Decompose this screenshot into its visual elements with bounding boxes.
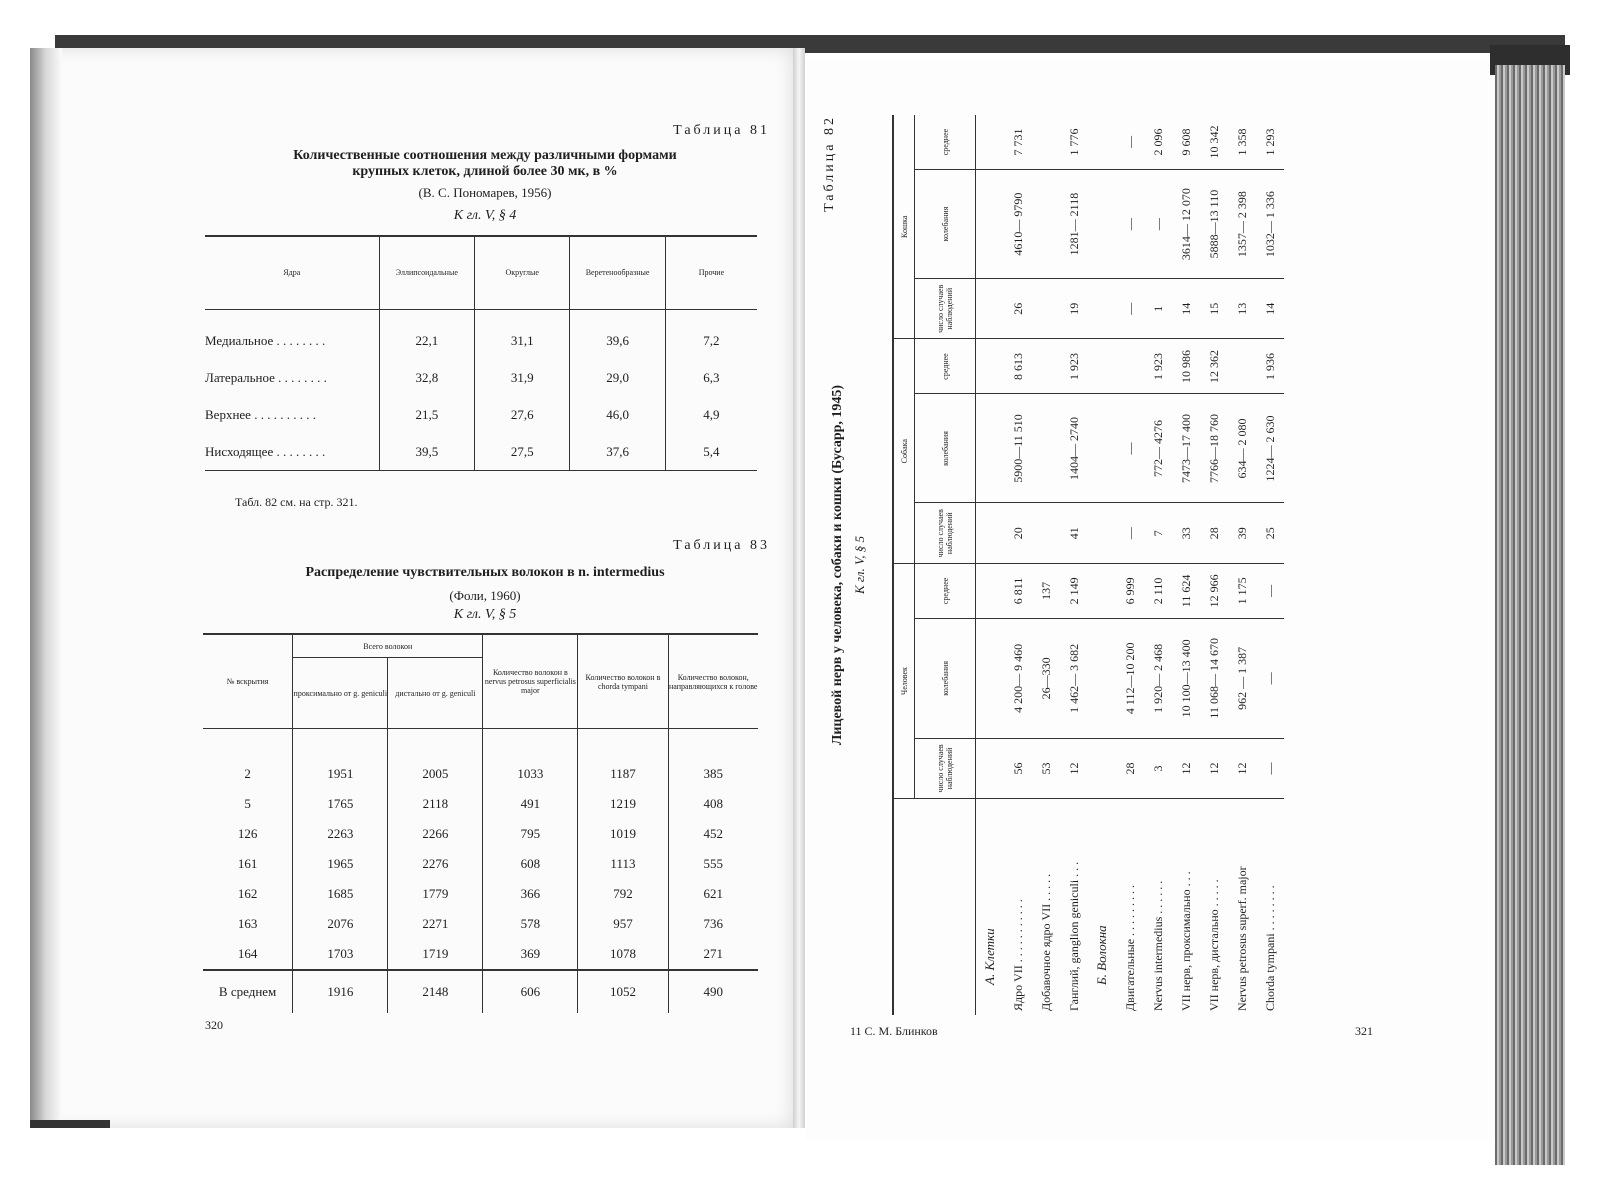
table82-group-header: Кошка xyxy=(893,115,915,339)
cell: 26—330 xyxy=(1032,618,1060,738)
row-label: Nervus intermedius . . . . . . xyxy=(1150,880,1165,1011)
table82-col-header: колебания xyxy=(915,170,976,279)
cell: 1404— 2740 xyxy=(1060,394,1088,503)
cell: 33 xyxy=(1172,503,1200,563)
cell: 491 xyxy=(483,789,578,819)
row-label: Ядро VII . . . . . . . . . . . xyxy=(1010,899,1025,1011)
cell: 2076 xyxy=(293,909,388,939)
cell: 1187 xyxy=(578,759,668,789)
cell: 2 096 xyxy=(1144,115,1172,170)
row-label: Добавочное ядро VII . . . . . xyxy=(1038,873,1053,1011)
cell: 1357— 2 398 xyxy=(1228,170,1256,279)
cell: 164 xyxy=(237,946,258,961)
left-page-shadow xyxy=(30,48,62,1128)
row-label: Медиальное . . . . . . . . xyxy=(205,332,326,348)
cell: 7 xyxy=(1144,503,1172,563)
table-row xyxy=(205,433,757,471)
cell: 27,6 xyxy=(475,396,570,433)
cell: — xyxy=(1116,279,1144,339)
cell: 12 xyxy=(1228,738,1256,798)
row-label: Верхнее . . . . . . . . . . xyxy=(205,406,316,422)
cell: 1052 xyxy=(578,970,668,1013)
section-label: Б. Волокна xyxy=(1094,925,1109,985)
cell: 1 175 xyxy=(1228,563,1256,618)
cell: 26 xyxy=(1004,279,1032,339)
cell: 39,6 xyxy=(570,310,666,360)
section-label: А. Клетки xyxy=(982,928,997,985)
cell: 1951 xyxy=(293,759,388,789)
cell: 1 293 xyxy=(1256,115,1284,170)
cell: 7473—17 400 xyxy=(1172,394,1200,503)
cell: 161 xyxy=(237,856,258,871)
table83-col-header: Количество волокон в chorda tympani xyxy=(578,634,668,729)
cell: 634— 2 080 xyxy=(1228,394,1256,503)
cell: 385 xyxy=(668,759,758,789)
row-label: VII нерв, проксимально . . . xyxy=(1178,871,1193,1011)
cover-corner xyxy=(30,1120,110,1128)
table-row xyxy=(203,909,758,939)
table82 xyxy=(892,115,1284,1015)
table-row xyxy=(203,879,758,909)
cell: 19 xyxy=(1060,279,1088,339)
cell: 4 112—10 200 xyxy=(1116,618,1144,738)
table83-col-header: проксимально от g. geniculi xyxy=(293,658,388,729)
cell: 14 xyxy=(1172,279,1200,339)
right-page-number: 321 xyxy=(1355,1024,1373,1038)
cell: 271 xyxy=(668,939,758,970)
cell: 28 xyxy=(1116,738,1144,798)
cell: 555 xyxy=(668,849,758,879)
row-label: VII нерв, дистально . . . . . xyxy=(1206,879,1221,1011)
cell: 137 xyxy=(1032,563,1060,618)
cell: 10 342 xyxy=(1200,115,1228,170)
cell: 2118 xyxy=(388,789,483,819)
table81-ref: К гл. V, § 4 xyxy=(453,208,517,223)
table83-ref: К гл. V, § 5 xyxy=(453,607,517,622)
table82-section xyxy=(976,115,1005,1015)
cell xyxy=(1032,279,1060,339)
cell xyxy=(1032,339,1060,394)
cell: 1281— 2118 xyxy=(1060,170,1088,279)
cell: 2148 xyxy=(388,970,483,1013)
table-row-average xyxy=(203,970,758,1013)
cell: 162 xyxy=(237,886,258,901)
cell: 4,9 xyxy=(665,396,757,433)
cell: 578 xyxy=(483,909,578,939)
row-label: Nervus petrosus superf. major xyxy=(1234,866,1249,1011)
cell: 3 xyxy=(1144,738,1172,798)
cell xyxy=(1116,339,1144,394)
cell: 2 110 xyxy=(1144,563,1172,618)
cell: 8 613 xyxy=(1004,339,1032,394)
cell: 2 149 xyxy=(1060,563,1088,618)
table81-col-header: Веретенообразные xyxy=(570,236,666,310)
table83-header-row1 xyxy=(203,634,758,658)
cell: — xyxy=(1116,115,1144,170)
table-row xyxy=(205,359,757,396)
cell: 31,9 xyxy=(475,359,570,396)
cell: 10 986 xyxy=(1172,339,1200,394)
cell: 7766—18 760 xyxy=(1200,394,1228,503)
cell: 53 xyxy=(1032,738,1060,798)
table82-label: Таблица 82 xyxy=(822,115,837,212)
cell: — xyxy=(1116,503,1144,563)
table-row xyxy=(1144,115,1172,1015)
cell: 6 999 xyxy=(1116,563,1144,618)
page-edges xyxy=(1495,65,1565,1165)
cell: 5 xyxy=(244,796,251,811)
cell: 1719 xyxy=(388,939,483,970)
table81-title-line1: Количественные соотношения между различными формами xyxy=(293,148,677,163)
cell: 408 xyxy=(668,789,758,819)
cell: 2 xyxy=(244,766,251,781)
table-row xyxy=(1200,115,1228,1015)
cell: 6 811 xyxy=(1004,563,1032,618)
left-page-number: 320 xyxy=(205,1018,223,1032)
cell: 606 xyxy=(483,970,578,1013)
table-row xyxy=(203,849,758,879)
cell: 1685 xyxy=(293,879,388,909)
cell: В среднем xyxy=(203,970,293,1013)
right-page-footer: 11 С. М. Блинков xyxy=(850,1024,938,1038)
cell: 9 608 xyxy=(1172,115,1200,170)
table81-col-header: Ядра xyxy=(205,236,379,310)
cell: 29,0 xyxy=(570,359,666,396)
cell: 6,3 xyxy=(665,359,757,396)
cell: 1 358 xyxy=(1228,115,1256,170)
cell: 5900—11 510 xyxy=(1004,394,1032,503)
cell: 12 xyxy=(1060,738,1088,798)
table82-rotated xyxy=(822,115,1382,1015)
table81-source: (В. С. Пономарев, 1956) xyxy=(418,185,552,200)
table-row xyxy=(1256,115,1284,1015)
cell: 369 xyxy=(483,939,578,970)
cell: 4 200— 9 460 xyxy=(1004,618,1032,738)
cell: 2266 xyxy=(388,819,483,849)
cell: 2263 xyxy=(293,819,388,849)
table82-note: Табл. 82 см. на стр. 321. xyxy=(235,495,358,509)
cell: 1965 xyxy=(293,849,388,879)
table81-col-header: Эллипсоидальные xyxy=(379,236,475,310)
cell: 1033 xyxy=(483,759,578,789)
cell: 1 462— 3 682 xyxy=(1060,618,1088,738)
table-row xyxy=(1228,115,1256,1015)
table-row xyxy=(205,310,757,360)
cell: 12 362 xyxy=(1200,339,1228,394)
table-row xyxy=(205,396,757,433)
cell: 14 xyxy=(1256,279,1284,339)
cell: 5888—13 110 xyxy=(1200,170,1228,279)
table-row xyxy=(1032,115,1060,1015)
cell: 12 xyxy=(1172,738,1200,798)
cell: 1 923 xyxy=(1060,339,1088,394)
row-label: Chorda tympani . . . . . . . . xyxy=(1262,885,1277,1011)
cell: 31,1 xyxy=(475,310,570,360)
cell xyxy=(1032,394,1060,503)
cell: 163 xyxy=(237,916,258,931)
table82-col-header: среднее xyxy=(915,115,976,170)
cell: — xyxy=(1256,738,1284,798)
cell: 28 xyxy=(1200,503,1228,563)
cell: 5,4 xyxy=(665,433,757,471)
cell: 452 xyxy=(668,819,758,849)
cell: 1765 xyxy=(293,789,388,819)
cell: 126 xyxy=(237,826,258,841)
table82-col-header: среднее xyxy=(915,339,976,394)
cell: 11 068— 14 670 xyxy=(1200,618,1228,738)
cell: 7,2 xyxy=(665,310,757,360)
table82-col-header: число случаев наблюдений xyxy=(915,279,976,339)
cell: 21,5 xyxy=(379,396,475,433)
table83-col-header: Количество волокон в nervus petrosus superficialis major xyxy=(483,634,578,729)
table81-header-row xyxy=(205,236,757,310)
cell: 27,5 xyxy=(475,433,570,471)
cell: — xyxy=(1116,170,1144,279)
table82-header-row1 xyxy=(893,115,915,1015)
table82-col-header: среднее xyxy=(915,563,976,618)
cell: 795 xyxy=(483,819,578,849)
table82-col-header: число случаев наблюдений xyxy=(915,738,976,798)
cell: 46,0 xyxy=(570,396,666,433)
table82-title: Лицевой нерв у человека, собаки и кошки (Бусарр, 1945) xyxy=(830,384,845,746)
table82-ref: К гл. V, § 5 xyxy=(852,536,867,594)
cell: 1224— 2 630 xyxy=(1256,394,1284,503)
cell: 366 xyxy=(483,879,578,909)
table82-section xyxy=(1088,115,1116,1015)
table81-title-line2: крупных клеток, длиной более 30 мк, в % xyxy=(352,164,618,179)
table-row xyxy=(203,819,758,849)
cell: 22,1 xyxy=(379,310,475,360)
cell: — xyxy=(1144,170,1172,279)
table-row xyxy=(1116,115,1144,1015)
cell: 957 xyxy=(578,909,668,939)
cell: 39 xyxy=(1228,503,1256,563)
cell: 39,5 xyxy=(379,433,475,471)
cell: 2276 xyxy=(388,849,483,879)
table81-title xyxy=(200,148,770,180)
cell: 12 xyxy=(1200,738,1228,798)
table-row xyxy=(203,759,758,789)
cell: 1019 xyxy=(578,819,668,849)
cell: 20 xyxy=(1004,503,1032,563)
cell: 1078 xyxy=(578,939,668,970)
row-label: Латеральное . . . . . . . . xyxy=(205,369,327,385)
table82-col-header: колебания xyxy=(915,618,976,738)
cell: 1703 xyxy=(293,939,388,970)
cell: 962 — 1 387 xyxy=(1228,618,1256,738)
cell: 1032— 1 336 xyxy=(1256,170,1284,279)
cell: 3614— 12 070 xyxy=(1172,170,1200,279)
table81-col-header: Округлые xyxy=(475,236,570,310)
table83 xyxy=(203,633,758,1013)
cell: 608 xyxy=(483,849,578,879)
table-row xyxy=(1060,115,1088,1015)
table83-col-header: Количество волокон, направляющихся к голове xyxy=(668,634,758,729)
row-label: Нисходящее . . . . . . . . xyxy=(205,443,326,459)
cell: — xyxy=(1256,618,1284,738)
cell: 15 xyxy=(1200,279,1228,339)
row-label: Двигательные . . . . . . . . . xyxy=(1122,884,1137,1011)
table82-group-header: Человек xyxy=(893,563,915,798)
table81-label: Таблица 81 xyxy=(673,123,770,138)
cell: 41 xyxy=(1060,503,1088,563)
cell: 4610— 9790 xyxy=(1004,170,1032,279)
table82-col-header: число случаев наблюдений xyxy=(915,503,976,563)
cell: 1 xyxy=(1144,279,1172,339)
cell: 1 936 xyxy=(1256,339,1284,394)
cell: 7 731 xyxy=(1004,115,1032,170)
table83-source: (Фоли, 1960) xyxy=(449,588,521,603)
table83-group-header: Всего волокон xyxy=(293,634,483,658)
cell: 12 966 xyxy=(1200,563,1228,618)
cell: 1916 xyxy=(293,970,388,1013)
cell: 56 xyxy=(1004,738,1032,798)
cell: 792 xyxy=(578,879,668,909)
table82-group-header: Собака xyxy=(893,339,915,563)
table83-label: Таблица 83 xyxy=(673,538,770,553)
cell: 490 xyxy=(668,970,758,1013)
cell: 10 100—13 400 xyxy=(1172,618,1200,738)
row-label: Ганглий, ganglion geniculi . . . xyxy=(1066,861,1081,1011)
cell xyxy=(1032,503,1060,563)
table-row xyxy=(203,789,758,819)
cell: 32,8 xyxy=(379,359,475,396)
table83-col-header: дистально от g. geniculi xyxy=(388,658,483,729)
table81 xyxy=(205,235,757,471)
table-row xyxy=(203,939,758,970)
cell: 11 624 xyxy=(1172,563,1200,618)
cell: 1 920— 2 468 xyxy=(1144,618,1172,738)
cell: 736 xyxy=(668,909,758,939)
cell: 37,6 xyxy=(570,433,666,471)
cell: 1219 xyxy=(578,789,668,819)
cell: 25 xyxy=(1256,503,1284,563)
cell: 1779 xyxy=(388,879,483,909)
cell: 621 xyxy=(668,879,758,909)
cell: 2271 xyxy=(388,909,483,939)
cell: 1113 xyxy=(578,849,668,879)
table83-title: Распределение чувствительных волокон в n. intermedius xyxy=(305,565,665,580)
cell xyxy=(1228,339,1256,394)
table83-col-header: № вскрытия xyxy=(203,634,293,729)
cell: 2005 xyxy=(388,759,483,789)
cell: — xyxy=(1256,563,1284,618)
table81-col-header: Прочие xyxy=(665,236,757,310)
cell xyxy=(1032,170,1060,279)
cell xyxy=(1032,115,1060,170)
table-row xyxy=(1004,115,1032,1015)
cell: 1 776 xyxy=(1060,115,1088,170)
cell: 13 xyxy=(1228,279,1256,339)
table82-col-header: колебания xyxy=(915,394,976,503)
cell: — xyxy=(1116,394,1144,503)
cell: 772— 4276 xyxy=(1144,394,1172,503)
cell: 1 923 xyxy=(1144,339,1172,394)
table-row xyxy=(1172,115,1200,1015)
book-gutter xyxy=(793,48,805,1128)
